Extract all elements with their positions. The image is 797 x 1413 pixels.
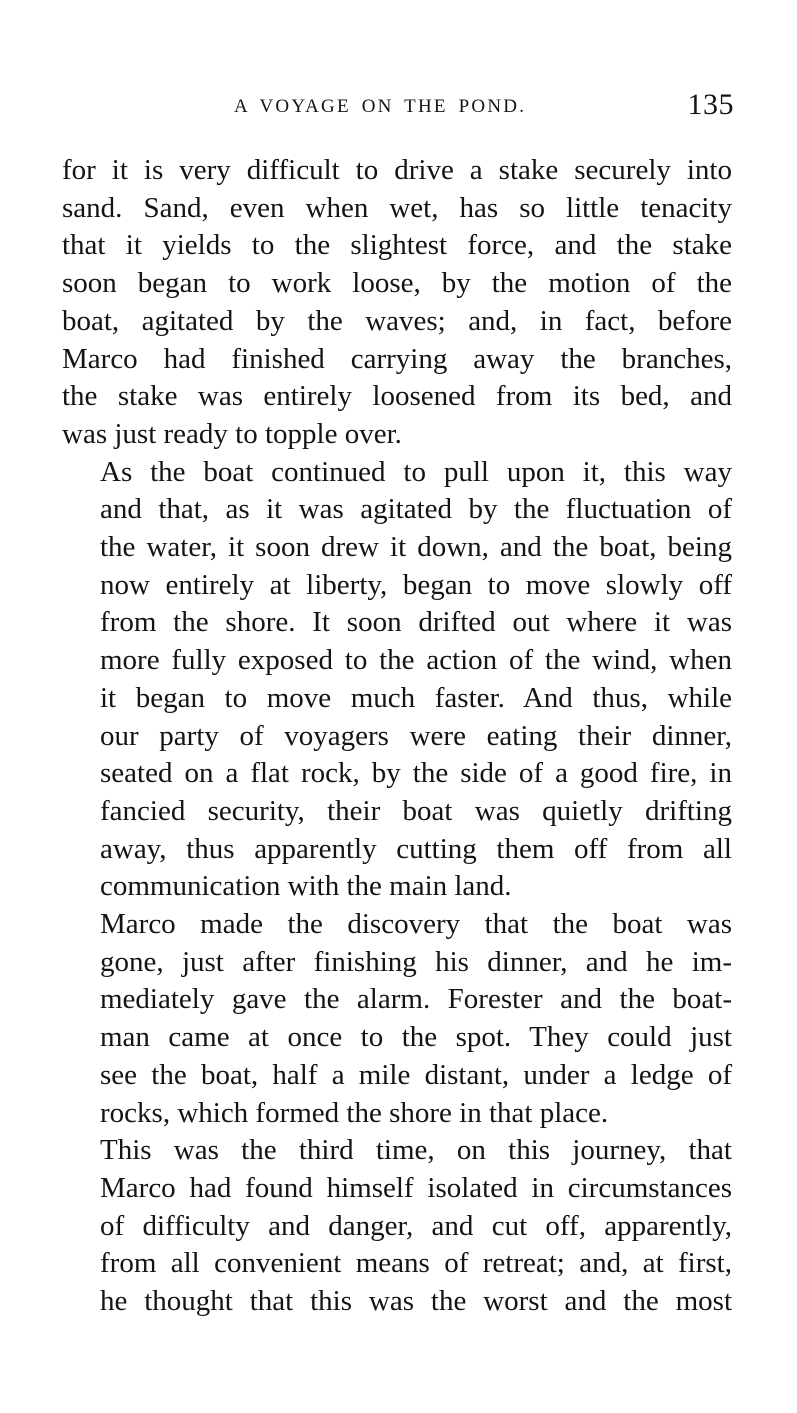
- text-line: now entirely at liberty, began to move slowly off: [100, 568, 732, 601]
- text-line: see the boat, half a mile distant, under a ledge of: [100, 1058, 732, 1091]
- text-line: sand. Sand, even when wet, has so little tenacity: [62, 191, 732, 224]
- text-line: the stake was entirely loosened from its bed, and: [62, 380, 732, 413]
- text-line: gone, just after finishing his dinner, and he im-: [100, 945, 732, 978]
- paragraph-4: [62, 1132, 732, 1321]
- running-title: A VOYAGE ON THE POND.: [234, 96, 527, 117]
- text-line: boat, agitated by the waves; and, in fact, before: [62, 304, 732, 337]
- paragraph-1: [62, 152, 732, 454]
- text-line: and that, as it was agitated by the fluctuation of: [100, 493, 732, 526]
- text-line: Marco made the discovery that the boat was: [100, 908, 732, 941]
- text-line: he thought that this was the worst and the most: [100, 1285, 732, 1318]
- text-line: mediately gave the alarm. Forester and the boat-: [100, 983, 732, 1016]
- text-line: Marco had finished carrying away the branches,: [62, 342, 732, 375]
- text-line: Marco had found himself isolated in circumstances: [100, 1171, 732, 1204]
- text-line: our party of voyagers were eating their dinner,: [100, 719, 732, 752]
- paragraph-2: [62, 454, 732, 906]
- page-number: 135: [687, 88, 734, 121]
- text-line: communication with the main land.: [100, 870, 512, 903]
- text-line: from all convenient means of retreat; and, at first,: [100, 1247, 732, 1280]
- text-line: This was the third time, on this journey, that: [100, 1134, 732, 1167]
- text-line: the water, it soon drew it down, and the boat, being: [100, 531, 732, 564]
- text-line: was just ready to topple over.: [62, 417, 402, 450]
- text-line: As the boat continued to pull upon it, this way: [100, 455, 732, 488]
- running-header: [62, 88, 734, 124]
- text-line: from the shore. It soon drifted out where it was: [100, 606, 732, 639]
- text-line: for it is very difficult to drive a stake securely into: [62, 154, 732, 186]
- text-line: it began to move much faster. And thus, while: [100, 681, 732, 714]
- text-line: man came at once to the spot. They could just: [100, 1021, 732, 1054]
- text-line: more fully exposed to the action of the wind, when: [100, 644, 732, 677]
- text-line: fancied security, their boat was quietly drifting: [100, 794, 732, 827]
- paragraph-3: [62, 906, 732, 1132]
- body-text: [62, 152, 732, 1321]
- text-line: soon began to work loose, by the motion of the: [62, 267, 732, 300]
- text-line: rocks, which formed the shore in that place.: [100, 1096, 609, 1129]
- text-line: that it yields to the slightest force, and the stake: [62, 229, 732, 262]
- text-line: seated on a flat rock, by the side of a good fire, in: [100, 757, 732, 790]
- text-line: away, thus apparently cutting them off from all: [100, 832, 732, 865]
- text-line: of difficulty and danger, and cut off, apparently,: [100, 1209, 732, 1242]
